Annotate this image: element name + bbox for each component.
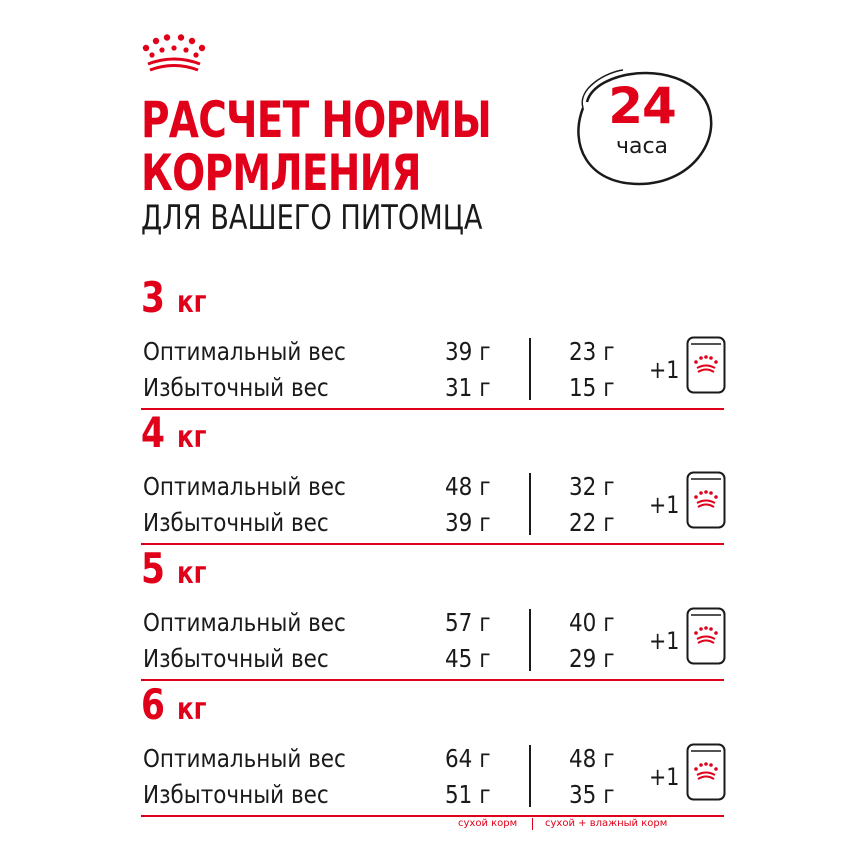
mixed-food-value: 40 г (569, 608, 615, 637)
weight-section-3kg (141, 273, 724, 414)
column-divider (529, 473, 531, 535)
mixed-food-value: 48 г (569, 744, 615, 773)
legend-mixed-food: сухой + влажный корм (545, 818, 668, 829)
dry-food-value: 45 г (445, 644, 491, 673)
row-label-overweight: Избыточный вес (143, 780, 329, 809)
legend-dry-food: сухой корм (458, 818, 518, 829)
row-label-optimal: Оптимальный вес (143, 472, 346, 501)
legend-divider (532, 818, 533, 830)
column-divider (529, 745, 531, 807)
mixed-food-value: 29 г (569, 644, 615, 673)
page-title-line1: РАСЧЕТ НОРМЫ (141, 91, 491, 149)
row-label-overweight: Избыточный вес (143, 373, 329, 402)
row-label-optimal: Оптимальный вес (143, 337, 346, 366)
section-divider (141, 408, 724, 410)
hours-badge (567, 60, 717, 190)
wet-food-pouch-icon (686, 336, 726, 394)
weight-section-6kg (141, 680, 724, 821)
row-label-optimal: Оптимальный вес (143, 608, 346, 637)
dry-food-value: 39 г (445, 508, 491, 537)
royal-canin-crown-icon (138, 34, 210, 74)
dry-food-value: 39 г (445, 337, 491, 366)
plus-one-pouch-label: +1 (649, 356, 680, 384)
weight-section-4kg (141, 408, 724, 549)
page-title-line2: КОРМЛЕНИЯ (141, 144, 421, 202)
column-divider (529, 609, 531, 671)
plus-one-pouch-label: +1 (649, 763, 680, 791)
weight-section-5kg (141, 544, 724, 685)
section-divider (141, 543, 724, 545)
row-label-optimal: Оптимальный вес (143, 744, 346, 773)
plus-one-pouch-label: +1 (649, 491, 680, 519)
section-divider (141, 815, 724, 817)
weight-title: 5 кг (141, 544, 207, 593)
row-label-overweight: Избыточный вес (143, 508, 329, 537)
mixed-food-value: 15 г (569, 373, 615, 402)
column-divider (529, 338, 531, 400)
mixed-food-value: 35 г (569, 780, 615, 809)
dry-food-value: 57 г (445, 608, 491, 637)
dry-food-value: 31 г (445, 373, 491, 402)
weight-title: 3 кг (141, 273, 207, 322)
row-label-overweight: Избыточный вес (143, 644, 329, 673)
badge-unit: часа (615, 134, 669, 159)
weight-title: 6 кг (141, 680, 207, 729)
page-subtitle: ДЛЯ ВАШЕГО ПИТОМЦА (141, 198, 483, 238)
dry-food-value: 64 г (445, 744, 491, 773)
section-divider (141, 679, 724, 681)
plus-one-pouch-label: +1 (649, 627, 680, 655)
weight-title: 4 кг (141, 408, 207, 457)
mixed-food-value: 32 г (569, 472, 615, 501)
mixed-food-value: 23 г (569, 337, 615, 366)
dry-food-value: 48 г (445, 472, 491, 501)
mixed-food-value: 22 г (569, 508, 615, 537)
wet-food-pouch-icon (686, 743, 726, 801)
dry-food-value: 51 г (445, 780, 491, 809)
wet-food-pouch-icon (686, 471, 726, 529)
badge-number: 24 (608, 77, 676, 135)
wet-food-pouch-icon (686, 607, 726, 665)
